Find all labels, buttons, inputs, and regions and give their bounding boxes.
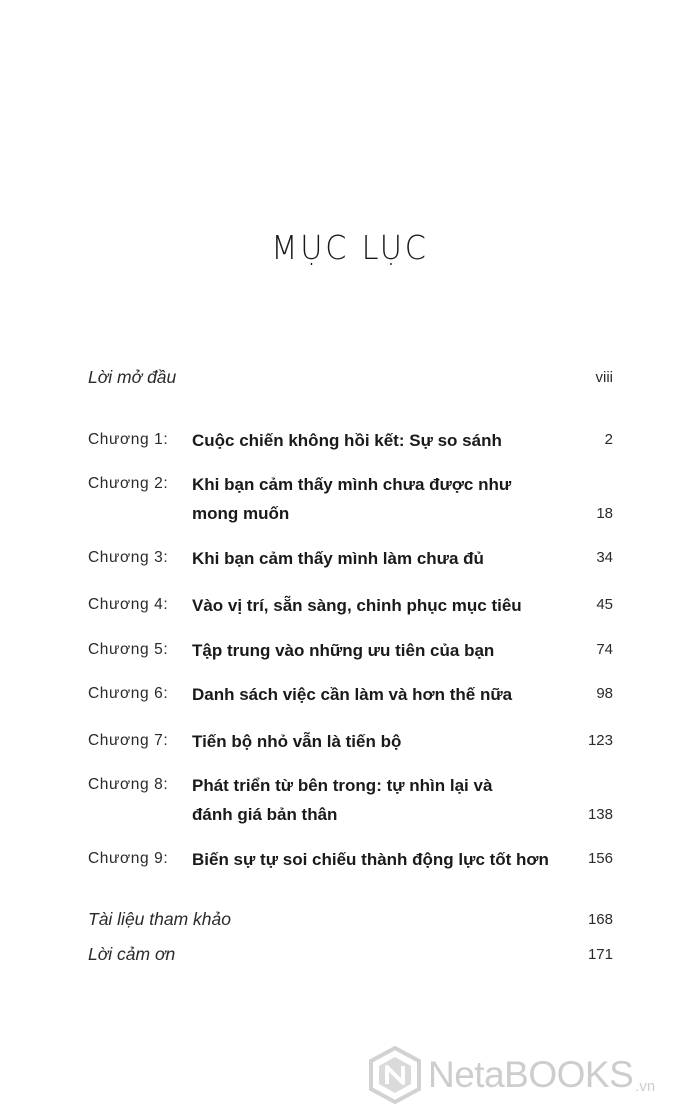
toc-entry-label: Tài liệu tham khảo <box>88 909 231 929</box>
chapter-title: Tiến bộ nhỏ vẫn là tiến bộ <box>192 732 402 751</box>
chapter-label: Chương 2: <box>88 475 169 492</box>
chapter-label: Chương 4: <box>88 596 169 613</box>
toc-page-number: 123 <box>587 732 613 749</box>
toc-entry-label: Lời mở đầu <box>88 367 177 387</box>
toc-page-number: 168 <box>587 911 613 928</box>
toc-page-number: 171 <box>587 946 613 963</box>
toc-page-number: 138 <box>587 806 613 823</box>
chapter-label: Chương 8: <box>88 776 169 793</box>
toc-entry-chapter-1[interactable] <box>88 428 613 458</box>
chapter-label: Chương 9: <box>88 850 169 867</box>
toc-entry-label: Lời cảm ơn <box>88 944 176 964</box>
toc-page-number: 74 <box>596 641 613 658</box>
watermark-suffix: .vn <box>635 1078 656 1095</box>
toc-page-number: 98 <box>596 685 613 702</box>
chapter-title-line-1: Phát triển từ bên trong: tự nhìn lại và <box>192 776 493 795</box>
toc-page-number: 45 <box>596 596 613 613</box>
chapter-title: Cuộc chiến không hồi kết: Sự so sánh <box>192 431 502 450</box>
toc-page-number: 156 <box>587 850 613 867</box>
hexagon-n-logo-icon <box>368 1046 422 1104</box>
toc-entry-chapter-3[interactable] <box>88 546 613 576</box>
toc-entry-chapter-9[interactable] <box>88 847 613 877</box>
chapter-title: Vào vị trí, sẵn sàng, chinh phục mục tiêu <box>192 596 522 615</box>
chapter-title: Khi bạn cảm thấy mình làm chưa đủ <box>192 549 484 568</box>
toc-page-number: 2 <box>604 431 613 448</box>
toc-entry-chapter-4[interactable] <box>88 593 613 623</box>
toc-page-number: 18 <box>596 505 613 522</box>
toc-entry-chapter-5[interactable] <box>88 638 613 668</box>
toc-entry-chapter-7[interactable] <box>88 729 613 759</box>
chapter-label: Chương 3: <box>88 549 169 566</box>
chapter-title: Tập trung vào những ưu tiên của bạn <box>192 641 495 660</box>
chapter-label: Chương 6: <box>88 685 169 702</box>
toc-entry-preface[interactable] <box>88 367 613 388</box>
chapter-label: Chương 1: <box>88 431 169 448</box>
watermark <box>368 1043 688 1107</box>
chapter-title-line-1: Khi bạn cảm thấy mình chưa được như <box>192 475 512 494</box>
page-title: MỤC LỤC <box>271 228 429 267</box>
chapter-title-line-2: mong muốn <box>192 504 290 523</box>
chapter-label: Chương 5: <box>88 641 169 658</box>
toc-page-number: viii <box>595 369 613 386</box>
toc-entry-references[interactable] <box>88 909 613 930</box>
toc-entry-chapter-6[interactable] <box>88 682 613 712</box>
toc-entry-chapter-2[interactable] <box>88 472 613 532</box>
toc-entry-chapter-8[interactable] <box>88 773 613 833</box>
toc-page-number: 34 <box>596 549 613 566</box>
watermark-brand: NetaBOOKS <box>428 1054 634 1095</box>
chapter-title-line-2: đánh giá bản thân <box>192 805 338 824</box>
chapter-label: Chương 7: <box>88 732 169 749</box>
chapter-title: Biến sự tự soi chiếu thành động lực tốt hơn <box>192 850 549 869</box>
chapter-title: Danh sách việc cần làm và hơn thế nữa <box>192 685 513 704</box>
toc-entry-acknowledgements[interactable] <box>88 944 613 965</box>
